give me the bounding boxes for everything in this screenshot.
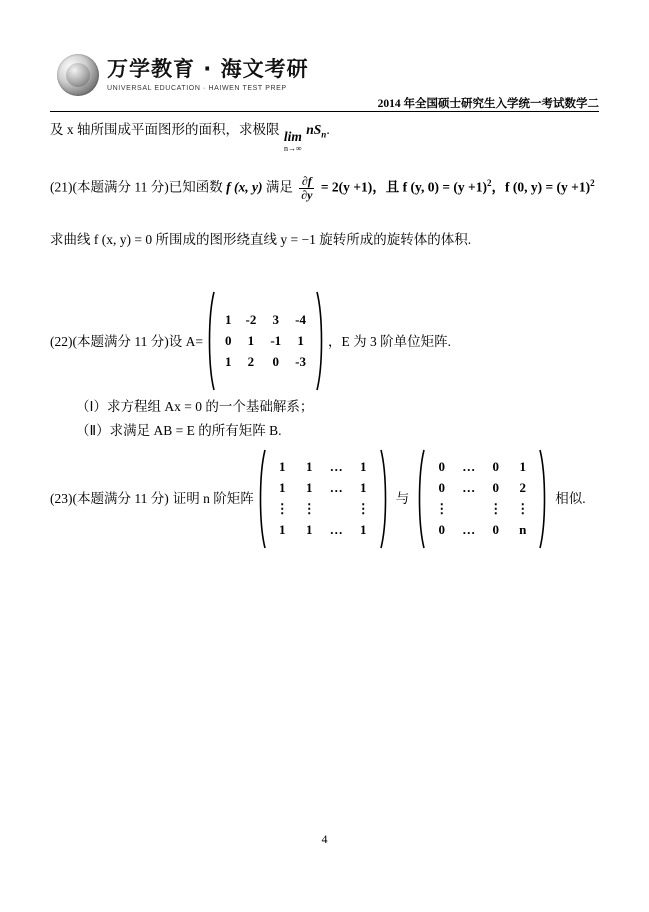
matrix-ones-cell: 1	[359, 459, 367, 475]
matrix-diag	[415, 449, 549, 549]
matrix-A-cell: 0	[272, 353, 279, 369]
continued-text: 及 x 轴所围成平面图形的面积，求极限	[50, 122, 280, 137]
matrix-A-cell: -3	[295, 353, 307, 369]
matrix-diag-right-paren	[539, 449, 549, 549]
matrix-diag-cell: 1	[519, 459, 526, 475]
matrix-ones-cell: 1	[305, 479, 313, 495]
matrix-A	[205, 291, 326, 391]
matrix-diag-cell: 0	[492, 479, 499, 495]
matrix-diag-cell: …	[462, 479, 476, 495]
page-number: 4	[321, 832, 328, 846]
question-22-item-2: （Ⅱ）求满足 AB = E 的所有矩阵 B.	[76, 423, 282, 439]
matrix-ones-cell: ⋮	[275, 500, 289, 516]
logo-subtitle: UNIVERSAL EDUCATION · HAIWEN TEST PREP	[107, 85, 287, 93]
limit-period: .	[326, 122, 330, 137]
brand-logo	[57, 54, 309, 96]
matrix-A-cell: -4	[295, 312, 307, 328]
limit-subscript: n→∞	[284, 143, 302, 153]
matrix-ones-cell: 1	[278, 521, 286, 537]
question-23-label: (23)(本题满分 11 分)	[50, 490, 169, 506]
partial-derivative-fraction	[299, 175, 314, 202]
fraction-numerator: ∂f	[301, 173, 312, 188]
matrix-A-right-paren	[316, 291, 326, 391]
matrix-diag-cell: ⋮	[435, 500, 449, 516]
matrix-ones-right-paren	[380, 449, 390, 549]
matrix-A-cell: -2	[245, 312, 257, 328]
matrix-A-cell: 0	[224, 333, 232, 349]
question-23-line	[50, 449, 602, 549]
logo-text-block	[107, 58, 309, 92]
matrix-diag-cell: 0	[438, 521, 445, 537]
matrix-A-cell: 2	[247, 353, 255, 369]
question-21-label: (21)(本题满分 11 分)	[50, 179, 169, 195]
question-21-function: f (x, y)	[226, 179, 263, 195]
matrix-A-cell: 3	[272, 312, 279, 328]
header-divider	[50, 111, 599, 112]
matrix-diag-cell: …	[462, 459, 476, 475]
question-22-item-1: （Ⅰ）求方程组 Ax = 0 的一个基础解系；	[76, 399, 314, 415]
limit-body-subscript: n	[321, 129, 327, 140]
limit-body: nS	[306, 122, 322, 137]
matrix-ones-cell: …	[329, 459, 343, 475]
question-21-text-d: ，f (0, y) = (y +1)	[491, 179, 591, 195]
question-21-sup-1: 2	[486, 177, 492, 188]
question-22-line-1	[50, 291, 602, 391]
logo-title: 万学教育 · 海文考研	[107, 56, 309, 81]
exam-title: 2014 年全国硕士研究生入学统一考试数学二	[377, 98, 599, 110]
matrix-A-cell: 1	[247, 333, 255, 349]
matrix-A-cell: -1	[270, 333, 282, 349]
question-23-text-a: 证明 n 阶矩阵	[172, 490, 254, 506]
matrix-diag-cell: ⋮	[489, 500, 503, 516]
matrix-A-body	[215, 308, 316, 375]
limit-symbol: lim	[283, 129, 302, 145]
matrix-diag-cell: 0	[492, 521, 499, 537]
question-22-text-a: 设 A=	[168, 333, 203, 349]
matrix-ones-cell: 1	[359, 521, 367, 537]
matrix-ones-cell: ⋮	[356, 500, 370, 516]
logo-emblem-icon	[57, 54, 99, 96]
continued-line	[50, 118, 602, 153]
question-21-text-b: 满足	[262, 179, 297, 195]
matrix-ones-cell: ⋮	[302, 500, 316, 516]
matrix-diag-cell: 2	[519, 479, 526, 495]
matrix-ones-cell: …	[329, 479, 343, 495]
matrix-ones-cell: 1	[305, 521, 313, 537]
matrix-ones-cell: 1	[305, 459, 313, 475]
fraction-denominator: ∂y	[301, 187, 313, 202]
matrix-ones-cell: 1	[359, 479, 367, 495]
matrix-A-cell: 1	[297, 333, 304, 349]
question-23-text-b: 相似.	[555, 490, 586, 506]
matrix-A-cell: 1	[224, 312, 232, 328]
question-21-line-1	[50, 175, 602, 202]
document-content	[50, 118, 602, 549]
matrix-ones	[256, 449, 390, 549]
matrix-diag-left-paren	[415, 449, 425, 549]
matrix-diag-body	[425, 455, 539, 542]
matrix-diag-cell: 0	[492, 459, 499, 475]
question-21-line-2: 求曲线 f (x, y) = 0 所围成的图形绕直线 y = −1 旋转所成的旋转体的体积.	[50, 231, 472, 247]
limit-operator	[284, 130, 302, 153]
question-22-label: (22)(本题满分 11 分)	[50, 333, 169, 349]
question-21-text-c: = 2(y +1)，且 f (y, 0) = (y +1)	[317, 179, 487, 195]
matrix-ones-cell	[323, 499, 350, 520]
matrix-diag-cell: ⋮	[516, 500, 530, 516]
matrix-ones-cell: 1	[278, 459, 286, 475]
matrix-diag-cell: n	[519, 521, 527, 537]
matrix-ones-cell: 1	[278, 479, 286, 495]
question-21-sup-2: 2	[590, 177, 595, 188]
matrix-ones-cell: …	[329, 521, 343, 537]
matrix-A-left-paren	[205, 291, 215, 391]
matrix-ones-left-paren	[256, 449, 266, 549]
matrix-A-cell: 1	[224, 353, 232, 369]
matrix-diag-cell: 0	[438, 459, 445, 475]
question-21-text-a: 已知函数	[168, 179, 227, 195]
question-22-text-b: ，E 为 3 阶单位矩阵.	[328, 333, 452, 349]
matrix-diag-cell	[455, 499, 482, 520]
matrix-diag-cell: 0	[438, 479, 445, 495]
matrix-diag-cell: …	[462, 521, 476, 537]
question-23-text-mid: 与	[395, 490, 410, 506]
matrix-ones-body	[266, 455, 380, 542]
